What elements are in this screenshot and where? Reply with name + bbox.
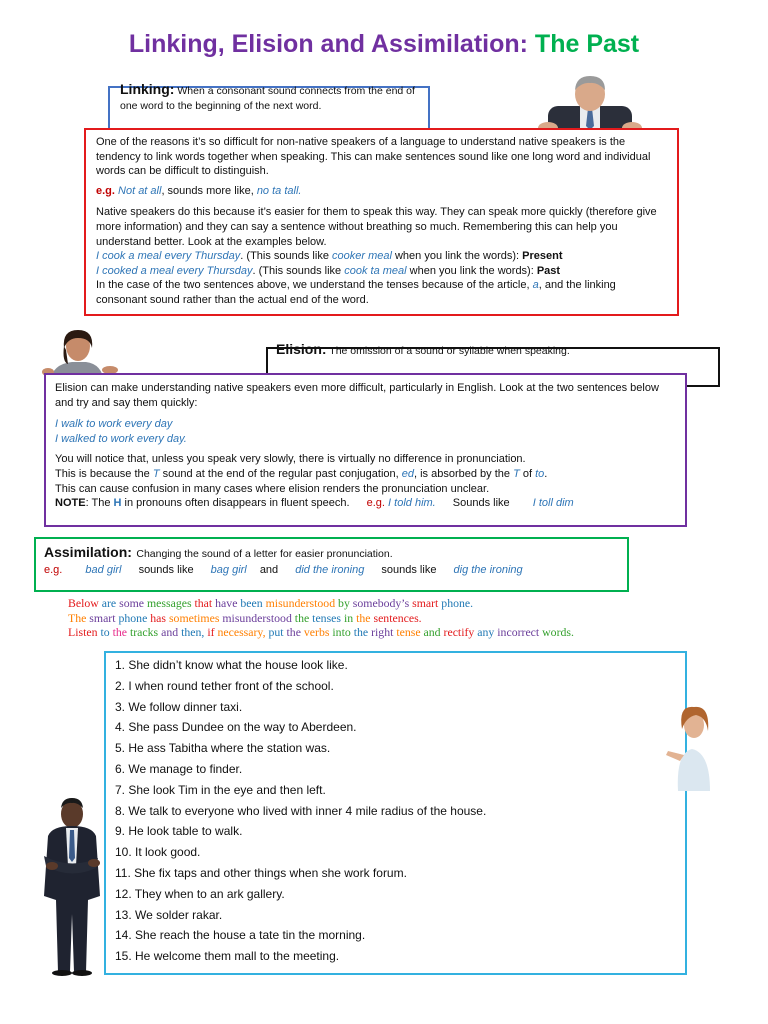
instruction-word: then,	[181, 625, 205, 640]
linking-heading: Linking:	[120, 81, 175, 97]
linking-content-box	[84, 128, 679, 316]
elision-para2b-5: .	[544, 467, 548, 480]
elision-para2b-3: , is absorbed by the	[414, 467, 514, 480]
elision-T2: T	[513, 467, 520, 480]
linking-definition-box	[108, 81, 430, 132]
instruction-word: tracks	[129, 625, 159, 640]
linking-ex1-sound: cooker meal	[332, 250, 392, 263]
elision-para1: Elision can make understanding native speakers even more difficult, particularly in English. Look at the two sentences below and try and say them quickly:	[55, 382, 659, 409]
instruction-word: Below	[68, 596, 99, 610]
instruction-word: Listen	[68, 625, 98, 640]
linking-ex2-sentence: I cooked a meal every Thursday	[96, 264, 253, 277]
elision-note-label: NOTE	[55, 497, 86, 510]
instruction-word: misunderstood	[265, 596, 336, 610]
instruction-word: and	[423, 625, 441, 640]
sentence-item: 13. We solder rakar.	[115, 907, 223, 922]
sentence-item: 5. He ass Tabitha where the station was.	[115, 741, 331, 756]
woman-pointing-image	[664, 703, 720, 791]
elision-para2b-1: This is because the	[55, 467, 153, 480]
instructions-line2	[68, 611, 748, 626]
instruction-word: to	[100, 625, 110, 640]
elision-to: to	[535, 467, 545, 480]
elision-heading: Elision:	[276, 341, 327, 357]
instruction-word: misunderstood	[222, 610, 292, 625]
businessman-peeking-image	[528, 72, 652, 134]
sentence-item: 2. I when round tether front of the school.	[115, 678, 334, 693]
elision-note-sound: I toll dim	[532, 497, 574, 510]
instruction-word: sentences.	[373, 610, 422, 625]
assimilation-heading: Assimilation:	[44, 544, 132, 560]
instruction-word: any	[477, 625, 495, 640]
linking-ex1-end: when you link the words):	[391, 250, 523, 263]
linking-ex1-sentence: I cook a meal every Thursday	[96, 250, 241, 263]
instruction-word: smart	[89, 610, 116, 625]
assimilation-ex2-sound: dig the ironing	[453, 564, 523, 576]
instruction-word: tense	[396, 625, 421, 640]
instruction-word: have	[215, 596, 238, 610]
linking-para3b: , and the linking consonant sound rather than the actual end of the word.	[96, 279, 616, 306]
instruction-word: smart	[412, 596, 439, 610]
sentence-item: 12. They when to an ark gallery.	[115, 886, 285, 901]
instruction-word: right	[371, 625, 394, 640]
linking-example2	[96, 264, 669, 279]
assimilation-example	[44, 563, 619, 578]
linking-eg-mid: , sounds more like,	[161, 184, 257, 197]
elision-note-sounds: Sounds like	[452, 497, 510, 510]
elision-para2a: You will notice that, unless you speak very slowly, there is virtually no difference in pronunciation.	[55, 453, 526, 466]
instruction-word: rectify	[443, 625, 475, 640]
sentence-item: 10. It look good.	[115, 845, 201, 860]
instruction-word: necessary,	[217, 625, 266, 640]
instruction-word: tenses	[312, 610, 342, 625]
instruction-word: the	[294, 610, 310, 625]
linking-para3a: In the case of the two sentences above, we understand the tenses because of the article,	[96, 279, 533, 292]
assimilation-and: and	[259, 564, 279, 576]
instruction-word: words.	[542, 625, 574, 640]
assimilation-sounds1: sounds like	[138, 564, 194, 576]
instruction-word: somebody’s	[352, 596, 410, 610]
instruction-word: the	[112, 625, 128, 640]
instruction-word: been	[240, 596, 263, 610]
elision-note-phrase: I told him.	[388, 497, 436, 510]
linking-ex2-tense: Past	[536, 264, 561, 277]
assimilation-definition: Changing the sound of a letter for easier pronunciation.	[136, 548, 393, 560]
instruction-word: the	[353, 625, 369, 640]
instruction-word: messages	[146, 596, 192, 610]
instruction-word: some	[119, 596, 145, 610]
elision-para2b-2: sound at the end of the regular past conjugation,	[159, 467, 402, 480]
linking-eg-sound: no ta tall.	[256, 184, 302, 197]
assimilation-box	[34, 537, 629, 592]
instruction-word: that	[194, 596, 213, 610]
sentence-item: 14. She reach the house a tate tin the morning.	[115, 928, 366, 943]
businessman-standing-image	[30, 796, 110, 976]
sentence-item: 7. She look Tim in the eye and then left.	[115, 782, 326, 797]
sentence-item: 8. We talk to everyone who lived with inner 4 mile radius of the house.	[115, 803, 487, 818]
linking-para3-article: a	[532, 279, 539, 292]
linking-para3	[96, 278, 669, 307]
title-part2: The Past	[534, 30, 640, 58]
sentence-item: 4. She pass Dundee on the way to Aberdeen.	[115, 720, 357, 735]
elision-T1: T	[152, 467, 160, 480]
instruction-word: put	[268, 625, 284, 640]
instructions-line3	[68, 625, 748, 640]
linking-ex2-sound: cook ta meal	[344, 264, 407, 277]
linking-ex2-mid: . (This sounds like	[252, 264, 345, 277]
elision-note-1: : The	[85, 497, 114, 510]
elision-para2b-4: of	[519, 467, 536, 480]
elision-note-eg: e.g.	[366, 497, 385, 510]
linking-para2: Native speakers do this because it’s easier for them to speak this way. They can speak more quickly (therefore give more information) and they can say a sentence without breathing so much. Remembering this can help you understand better. Look at the examples below.	[96, 206, 657, 248]
sentence-item: 9. He look table to walk.	[115, 824, 243, 839]
sentence-item: 6. We manage to finder.	[115, 761, 243, 776]
linking-ex1-mid: . (This sounds like	[240, 250, 332, 263]
sentence-item: 15. He welcome them mall to the meeting.	[115, 949, 340, 964]
instruction-word: sometimes	[168, 610, 220, 625]
instruction-word: into	[332, 625, 351, 640]
instruction-word: if	[207, 625, 215, 640]
sentence-item: 11. She fix taps and other things when she work forum.	[115, 865, 407, 880]
instruction-word: are	[101, 596, 117, 610]
instructions-line1	[68, 596, 748, 611]
elision-note-H: H	[113, 497, 122, 510]
instruction-word: the	[286, 625, 301, 640]
instruction-word: phone.	[441, 596, 474, 610]
linking-example1	[96, 249, 669, 264]
elision-para2c: This can cause confusion in many cases where elision renders the pronunciation unclear.	[55, 482, 490, 495]
instruction-word: by	[338, 596, 350, 610]
elision-note	[55, 496, 677, 511]
elision-definition: The omission of a sound or syllable when speaking.	[329, 345, 570, 357]
linking-example	[96, 184, 669, 199]
instruction-word: the	[356, 610, 371, 625]
linking-ex2-end: when you link the words):	[406, 264, 537, 277]
elision-content-box	[44, 373, 687, 527]
linking-definition: When a consonant sound connects from the end of one word to the beginning of the next word.	[120, 85, 415, 112]
instructions	[68, 596, 748, 640]
sentence-item: 3. We follow dinner taxi.	[115, 699, 243, 714]
instruction-word: verbs	[303, 625, 330, 640]
instruction-word: The	[68, 610, 87, 625]
assimilation-ex1-sound: bag girl	[210, 564, 247, 576]
linking-eg-phrase: Not at all	[118, 184, 162, 197]
elision-ed: ed	[401, 467, 414, 480]
title-part1: Linking, Elision and Assimilation:	[128, 30, 535, 58]
sentence-list-box	[104, 651, 687, 975]
assimilation-ex2: did the ironing	[295, 564, 365, 576]
linking-ex1-tense: Present	[522, 250, 563, 263]
sentence-item: 1. She didn’t know what the house look like.	[115, 658, 348, 672]
instruction-word: has	[150, 610, 166, 625]
sentence-list	[115, 655, 675, 967]
elision-note-2: in pronouns often disappears in fluent speech.	[121, 497, 350, 510]
instruction-word: phone	[118, 610, 148, 625]
elision-para2b	[55, 467, 677, 482]
assimilation-sounds2: sounds like	[381, 564, 437, 576]
page-title	[0, 30, 768, 59]
instruction-word: incorrect	[497, 625, 540, 640]
elision-ex2: I walked to work every day.	[55, 432, 187, 445]
linking-eg-label: e.g.	[96, 184, 115, 197]
instruction-word: in	[343, 610, 354, 625]
instruction-word: and	[161, 625, 179, 640]
assimilation-eg-label: e.g.	[44, 564, 63, 576]
elision-ex1: I walk to work every day	[55, 418, 173, 431]
assimilation-ex1: bad girl	[85, 564, 122, 576]
linking-para1: One of the reasons it’s so difficult for non-native speakers of a language to understand native speakers is the tendency to link words together when speaking. This can make sentences sound like one long word and individual words can be difficult to distinguish.	[96, 136, 651, 178]
